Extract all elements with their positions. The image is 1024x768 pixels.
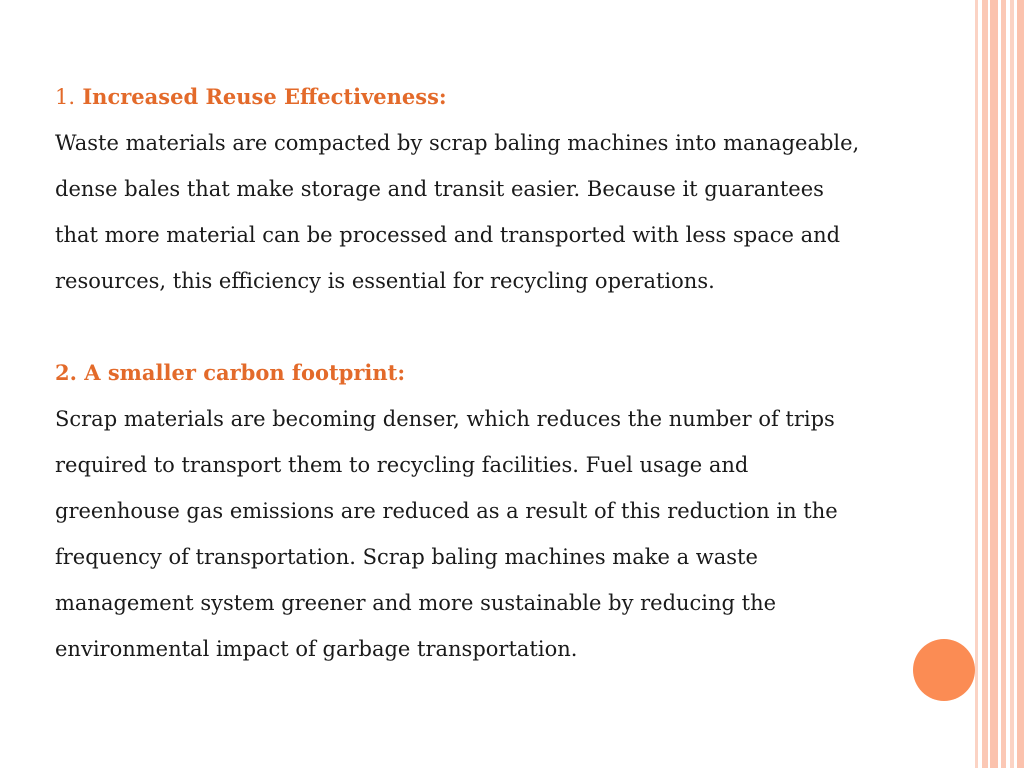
section-title: A smaller carbon footprint: — [84, 360, 406, 385]
section-heading-1 — [55, 74, 955, 120]
paragraph-line: Waste materials are compacted by scrap baling machines into manageable, — [55, 131, 860, 155]
decor-stripe — [975, 0, 978, 768]
paragraph-line: required to transport them to recycling facilities. Fuel usage and — [55, 453, 749, 477]
paragraph-line: dense bales that make storage and transit easier. Because it guarantees — [55, 177, 824, 201]
paragraph-line: Scrap materials are becoming denser, which reduces the number of trips — [55, 407, 835, 431]
decor-stripe — [1010, 0, 1014, 768]
decor-stripe — [982, 0, 988, 768]
decor-stripe — [1017, 0, 1024, 768]
paragraph-line: greenhouse gas emissions are reduced as a result of this reduction in the — [55, 499, 838, 523]
section-heading-2 — [55, 350, 955, 396]
paragraph-line: that more material can be processed and transported with less space and — [55, 223, 841, 247]
decor-stripe — [1001, 0, 1006, 768]
section-number: 2. — [55, 360, 77, 385]
decor-stripe — [990, 0, 998, 768]
paragraph-line: environmental impact of garbage transportation. — [55, 637, 578, 661]
paragraph-line: management system greener and more sustainable by reducing the — [55, 591, 777, 615]
section-gap — [55, 304, 955, 350]
section-number: 1. — [55, 85, 76, 109]
paragraph-line: resources, this efficiency is essential for recycling operations. — [55, 269, 715, 293]
paragraph-line: frequency of transportation. Scrap baling machines make a waste — [55, 545, 758, 569]
slide-body — [55, 74, 955, 672]
section-title: Increased Reuse Effectiveness: — [82, 84, 447, 109]
